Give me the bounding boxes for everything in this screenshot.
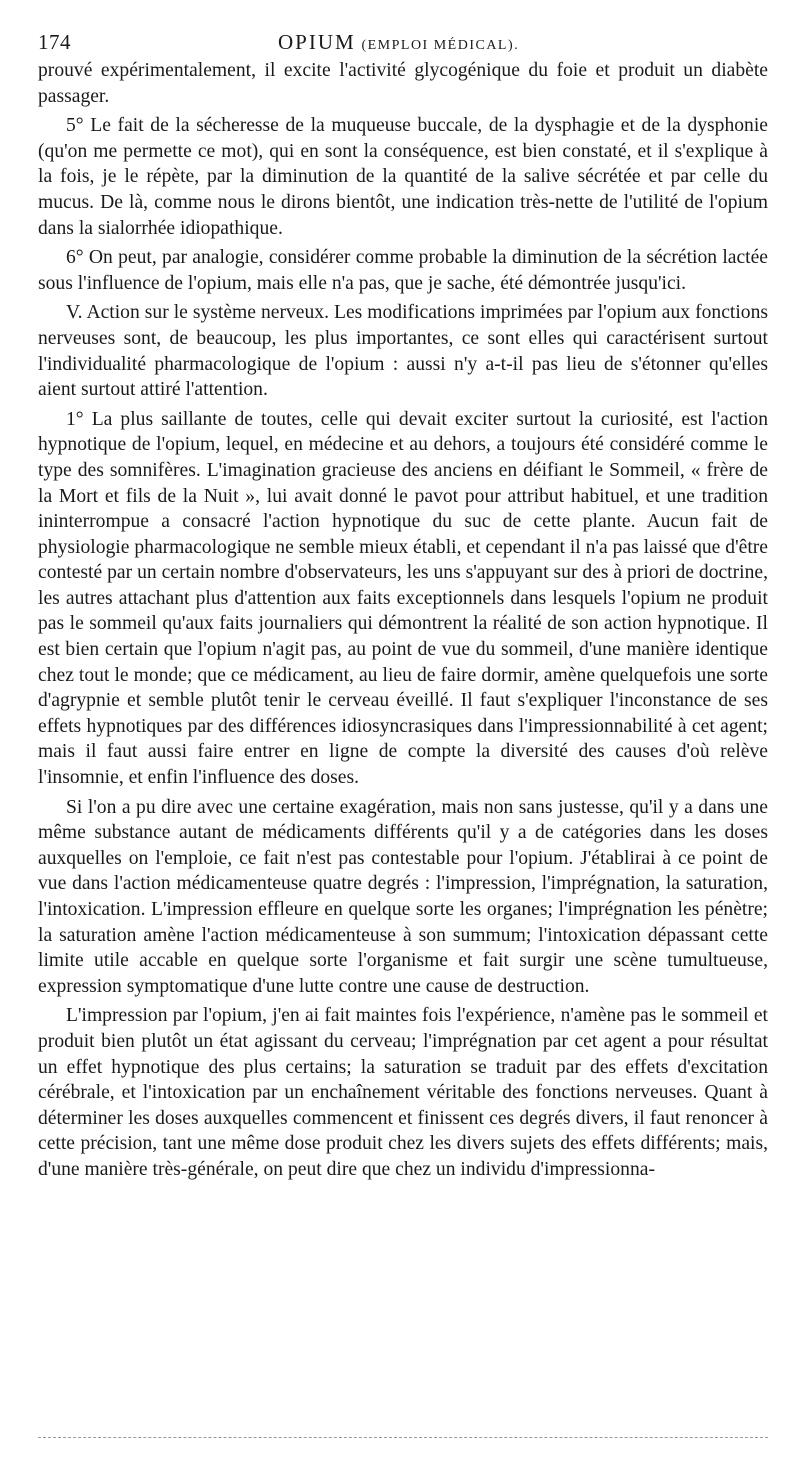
page — [38, 22, 768, 1187]
paragraph: 5° Le fait de la sécheresse de la muqueuse buccale, de la dysphagie et de la dysphonie (qu'on me permette ce mot), qui en sont la conséquence, est bien constaté, et il s'explique à la fois, je le répète, par la diminution de la quantité de la salive sécrétée et par celle du mucus. De là, comme nous le dirons bientôt, une indication très-nette de l'utilité de l'opium dans la sialorrhée idiopathique. — [38, 115, 768, 239]
paragraph: 6° On peut, par analogie, considérer comme probable la diminution de la sécrétion lactée sous l'influence de l'opium, mais elle n'a pas, que je sache, été démontrée jusqu'ici. — [38, 247, 768, 294]
paragraph: L'impression par l'opium, j'en ai fait maintes fois l'expérience, n'amène pas le sommeil et produit bien plutôt un état agissant du cerveau; l'imprégnation par cet agent a pour résultat un effet hypnotique des plus certains; la saturation se traduit par des effets d'excitation cérébrale, et l'intoxication par un enchaînement véritable des fonctions nerveuses. Quant à déterminer les doses auxquelles commencent et finissent ces degrés divers, il faut renoncer à cette précision, tant une même dose produit chez les divers sujets des effets différents; mais, d'une manière très-générale, on peut dire que chez un individu d'impressionna- — [38, 1005, 768, 1180]
body-text — [38, 58, 768, 1183]
paragraph: Si l'on a pu dire avec une certaine exagération, mais non sans justesse, qu'il y a dans une même substance autant de médicaments différents qu'il y a de catégories dans les doses auxquelles on l'emploie, ce fait n'est pas contestable pour l'opium. J'établirai à ce point de vue dans l'action médicamenteuse quatre degrés : l'impression, l'imprégnation, la saturation, l'intoxication. L'impression effleure en quelque sorte les organes; l'imprégnation les pénètre; la saturation amène l'action médicamenteuse à son summum; l'intoxication dépassant cette limite utile accable en quelque sorte l'organisme et fait surgir une scène tumultueuse, expression symptomatique d'une lutte contre une cause de destruction. — [38, 796, 768, 997]
footer-rule — [38, 1437, 768, 1438]
paragraph: 1° La plus saillante de toutes, celle qui devait exciter surtout la curiosité, est l'action hypnotique de l'opium, lequel, en médecine et au dehors, a toujours été considéré comme le type des somnifères. L'imagination gracieuse des anciens en déifiant le Sommeil, « frère de la Mort et fils de la Nuit », lui avait donné le pavot pour attribut habituel, et une tradition ininterrompue a consacré l'action hypnotique du suc de cette plante. Aucun fait de physiologie pharmacologique ne semble mieux établi, et cependant il n'a pas laissé que d'être contesté par un certain nombre d'observateurs, les uns s'appuyant sur des à priori de doctrine, les autres attachant plus d'attention aux faits exceptionnels dans lesquels l'opium ne produit pas le sommeil qu'aux faits journaliers qui démontrent la réalité de son action hypnotique. Il est bien certain que l'opium n'agit pas, au point de vue du sommeil, d'une manière identique chez tout le monde; que ce médicament, au lieu de faire dormir, amène quelquefois une sorte d'agrypnie et semble plutôt tenir le cerveau éveillé. Il faut s'expliquer l'inconstance de ses effets hypnotiques par des différences idiosyncrasiques dans l'impressionnabilité à cet agent; mais il faut aussi faire entrer en ligne de compte la diversité des causes d'où relève l'insomnie, et enfin l'influence des doses. — [38, 408, 768, 789]
running-title-main: OPIUM — [278, 30, 356, 54]
paragraph: prouvé expérimentalement, il excite l'activité glycogénique du foie et produit un diabète passager. — [38, 60, 768, 107]
paragraph: V. Action sur le système nerveux. Les modifications imprimées par l'opium aux fonctions nerveuses sont, de beaucoup, les plus importantes, ce sont elles qui caractérisent surtout l'individualité pharmacologique de l'opium : aussi n'y a-t-il pas lieu de s'étonner qu'elles aient surtout attiré l'attention. — [38, 302, 768, 401]
running-title-subtitle: (EMPLOI MÉDICAL). — [361, 38, 520, 53]
page-number: 174 — [38, 30, 71, 54]
running-head — [38, 22, 768, 58]
running-title — [278, 30, 519, 55]
